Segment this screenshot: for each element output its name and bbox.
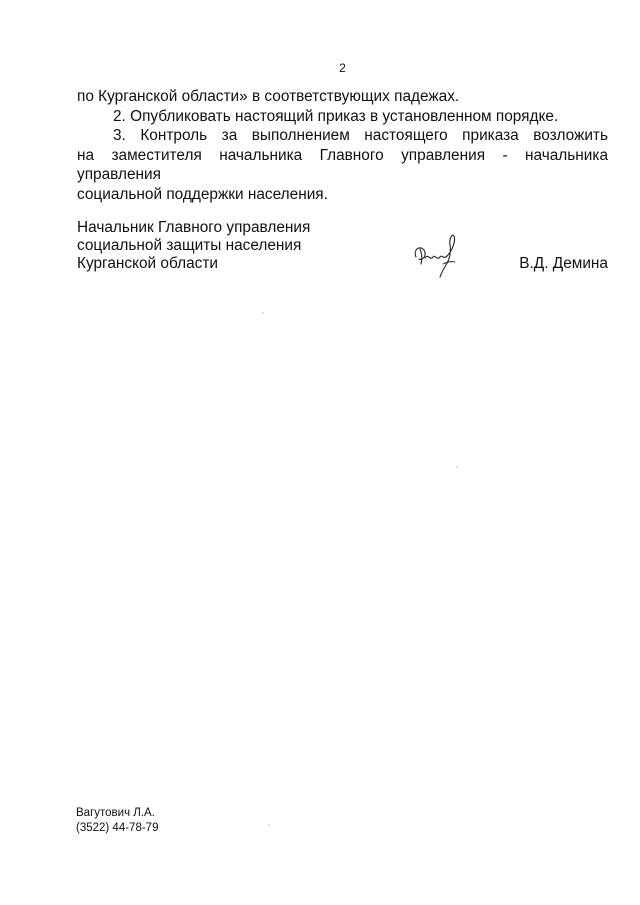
- page-number: 2: [339, 61, 346, 75]
- body-line-continuation: по Курганской области» в соответствующих падежах.: [77, 88, 460, 105]
- executor-name: Вагутович Л.А.: [76, 807, 155, 819]
- signer-name: В.Д. Демина: [519, 255, 608, 272]
- scan-speck: [268, 824, 270, 826]
- body-text: [77, 87, 608, 204]
- body-item-3-line-3: социальной поддержки населения.: [77, 185, 328, 203]
- executor-phone: (3522) 44-78-79: [76, 821, 159, 834]
- scan-speck: [456, 466, 458, 468]
- position-line-3: Курганской области: [77, 255, 218, 272]
- scan-speck: [262, 312, 264, 314]
- executor-info: [76, 806, 158, 835]
- body-item-3-line-2: на заместителя начальника Главного управления - начальника управления: [77, 146, 608, 183]
- body-item-3-line-1: 3. Контроль за выполнением настоящего приказа возложить: [113, 127, 608, 144]
- position-line-2: социальной защиты населения: [77, 237, 302, 254]
- position-line-1: Начальник Главного управления: [77, 219, 311, 236]
- signatory-position: [77, 219, 310, 273]
- body-item-2: 2. Опубликовать настоящий приказ в установленном порядке.: [113, 107, 559, 125]
- handwritten-signature-icon: [410, 231, 462, 279]
